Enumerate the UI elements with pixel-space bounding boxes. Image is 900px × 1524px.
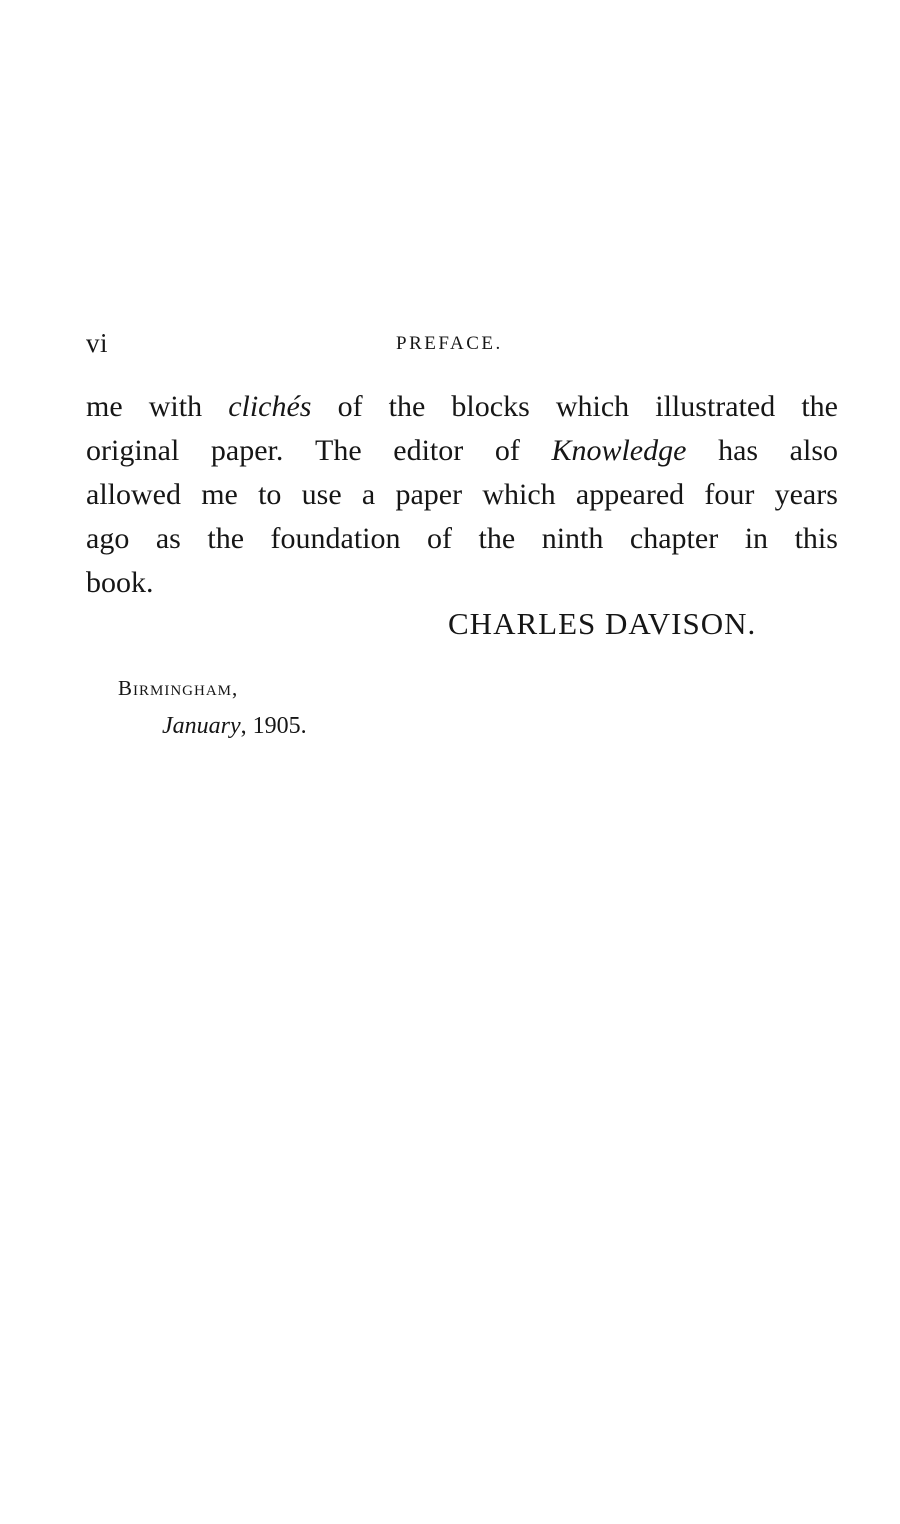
text-line-3 bbox=[86, 473, 838, 517]
word: editor bbox=[393, 434, 464, 467]
word: paper. bbox=[210, 434, 284, 467]
italic-word-knowledge: Knowledge bbox=[551, 434, 687, 467]
italic-word-cliches: clichés bbox=[228, 390, 312, 423]
word: which bbox=[482, 478, 556, 511]
word: the bbox=[801, 390, 838, 423]
word: of bbox=[337, 390, 363, 423]
dateline-month: January bbox=[162, 713, 241, 739]
word: ago bbox=[86, 522, 130, 555]
word: to bbox=[258, 478, 282, 511]
text-line-2 bbox=[86, 429, 838, 473]
word: paper bbox=[395, 478, 463, 511]
word: a bbox=[361, 478, 376, 511]
word: of bbox=[494, 434, 520, 467]
word: which bbox=[555, 390, 630, 423]
word: also bbox=[789, 434, 838, 467]
page-number: vi bbox=[86, 328, 109, 358]
word: the bbox=[207, 522, 245, 555]
word: this bbox=[794, 522, 838, 555]
word: chapter bbox=[629, 522, 719, 555]
word: has bbox=[718, 434, 759, 467]
word: blocks bbox=[451, 390, 530, 423]
dateline-place: Birmingham, bbox=[118, 676, 239, 700]
word: foundation bbox=[270, 522, 401, 555]
word: as bbox=[155, 522, 181, 555]
word: in bbox=[744, 522, 769, 555]
word: four bbox=[704, 478, 755, 511]
text-line-4 bbox=[86, 517, 838, 561]
word: the bbox=[478, 522, 516, 555]
word: me bbox=[86, 390, 123, 423]
word: years bbox=[774, 478, 838, 511]
text-line-5 bbox=[86, 561, 838, 605]
running-title: PREFACE. bbox=[396, 333, 503, 354]
dateline-date bbox=[162, 713, 307, 740]
word: illustrated bbox=[655, 390, 776, 423]
word: me bbox=[201, 478, 238, 511]
author-signature: CHARLES DAVISON. bbox=[448, 606, 757, 641]
preface-paragraph bbox=[86, 385, 838, 605]
word: of bbox=[427, 522, 453, 555]
running-head bbox=[86, 324, 838, 364]
word: appeared bbox=[575, 478, 685, 511]
word: allowed bbox=[86, 478, 181, 511]
word: use bbox=[301, 478, 342, 511]
text-line-1 bbox=[86, 385, 838, 429]
word: book. bbox=[86, 566, 154, 599]
dateline-year: , 1905. bbox=[240, 713, 307, 739]
word: The bbox=[315, 434, 362, 467]
word: ninth bbox=[541, 522, 604, 555]
word: the bbox=[388, 390, 426, 423]
word: with bbox=[148, 390, 203, 423]
word: original bbox=[86, 434, 180, 467]
